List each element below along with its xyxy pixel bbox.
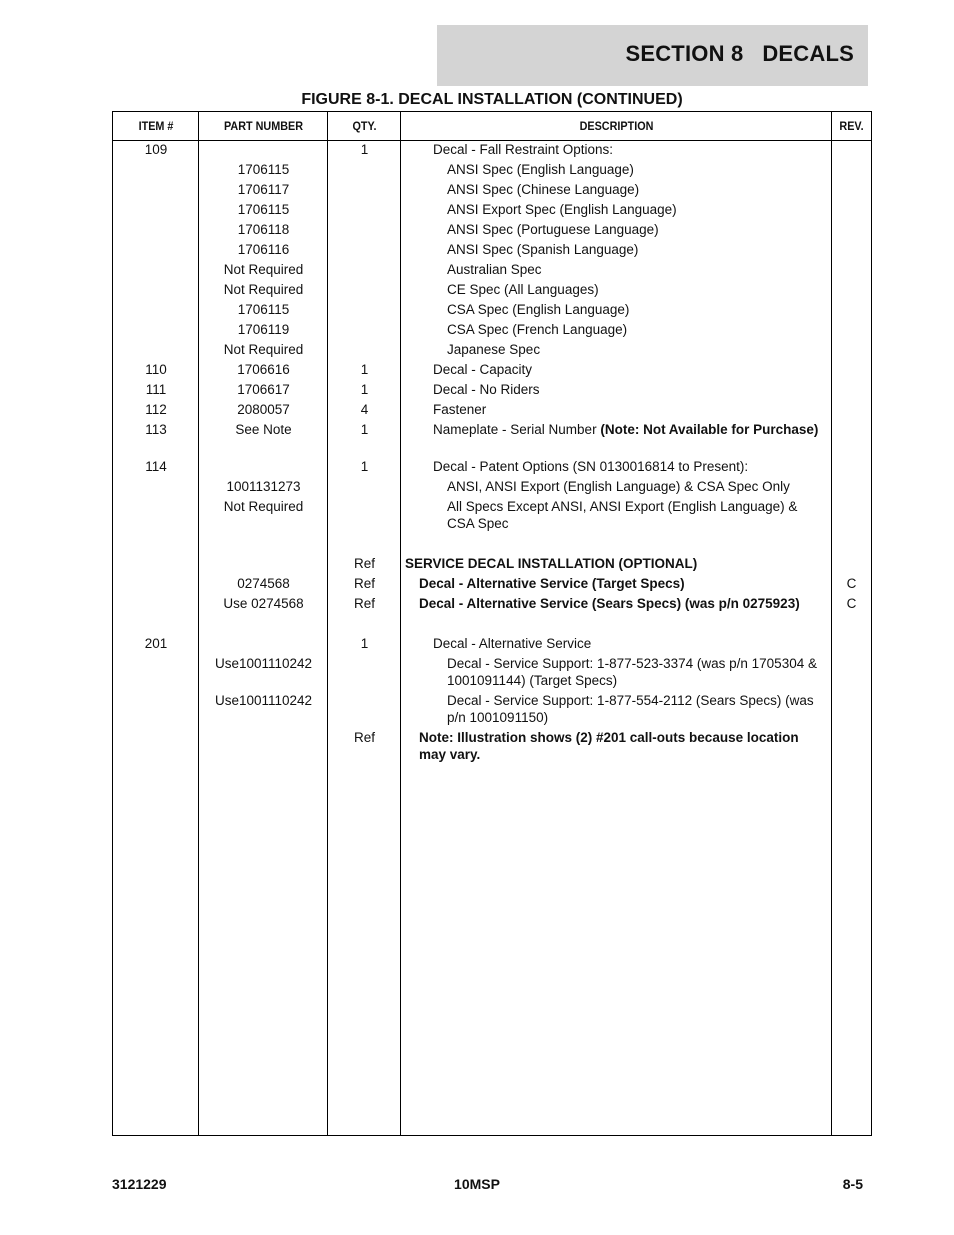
qty-cell: 1: [360, 422, 369, 437]
table-row: [113, 181, 871, 201]
rev-cell: C: [846, 596, 857, 611]
description-cell: [419, 729, 827, 763]
description-text: Australian Spec: [447, 262, 542, 277]
table-row: [113, 478, 871, 498]
description-cell: [447, 281, 827, 298]
description-text: Decal - Service Support: 1-877-523-3374 (was p/n 1705304 & 1001091144) (Target Specs): [447, 656, 817, 688]
description-text: ANSI Spec (Chinese Language): [447, 182, 640, 197]
table-row: [113, 321, 871, 341]
description-text: CE Spec (All Languages): [447, 282, 599, 297]
header-item: ITEM #: [138, 119, 174, 133]
header-description: DESCRIPTION: [579, 119, 654, 133]
table-row: [113, 341, 871, 361]
table-row: [113, 535, 871, 555]
description-note: (Note: Not Available for Purchase): [600, 422, 819, 437]
part-number-cell: Not Required: [223, 282, 304, 297]
part-number-cell: Not Required: [223, 342, 304, 357]
description-text: Decal - Fall Restraint Options:: [433, 142, 614, 157]
table-row: [113, 615, 871, 635]
part-number-cell: 1001131273: [226, 479, 301, 494]
description-text: Fastener: [433, 402, 487, 417]
table-row: [113, 361, 871, 381]
part-number-cell: Not Required: [223, 499, 304, 514]
part-number-cell: Use1001110242: [214, 656, 313, 671]
part-number-cell: 1706617: [237, 382, 290, 397]
description-text: All Specs Except ANSI, ANSI Export (English Language) & CSA Spec: [447, 499, 798, 531]
description-cell: [433, 401, 827, 418]
table-body: [113, 141, 871, 766]
item-number-cell: 109: [144, 142, 168, 157]
part-number-cell: Use1001110242: [214, 693, 313, 708]
qty-cell: 1: [360, 362, 369, 377]
description-cell: [433, 381, 827, 398]
description-text: ANSI Spec (Portuguese Language): [447, 222, 659, 237]
description-cell: [419, 575, 827, 592]
description-cell: [447, 692, 827, 726]
part-number-cell: 1706116: [237, 242, 290, 257]
table-row: [113, 281, 871, 301]
description-text: Note: Illustration shows (2) #201 call-outs because location may vary.: [419, 730, 799, 762]
table-row: [113, 221, 871, 241]
description-cell: [447, 321, 827, 338]
description-text: Decal - Alternative Service: [433, 636, 592, 651]
item-number-cell: 112: [145, 402, 167, 417]
part-number-cell: 0274568: [237, 576, 290, 591]
table-row: [113, 555, 871, 575]
part-number-cell: Use 0274568: [223, 596, 304, 611]
table-row: [113, 692, 871, 729]
item-number-cell: 201: [144, 636, 168, 651]
description-text: ANSI, ANSI Export (English Language) & CSA Spec Only: [447, 479, 790, 494]
description-cell: [433, 141, 827, 158]
table-row: [113, 458, 871, 478]
description-cell: [447, 201, 827, 218]
section-banner: [437, 25, 868, 86]
qty-cell: Ref: [353, 556, 375, 571]
part-number-cell: 1706115: [237, 302, 290, 317]
part-number-cell: 2080057: [237, 402, 290, 417]
description-text: ANSI Spec (English Language): [447, 162, 634, 177]
footer-doc-number: 3121229: [112, 1176, 167, 1192]
qty-cell: 1: [360, 459, 369, 474]
table-row: [113, 401, 871, 421]
description-cell: [447, 261, 827, 278]
part-number-cell: 1706118: [237, 222, 290, 237]
footer-model: 10MSP: [454, 1176, 500, 1192]
part-number-cell: 1706117: [237, 182, 290, 197]
table-row: [113, 261, 871, 281]
description-text: CSA Spec (English Language): [447, 302, 630, 317]
footer-page-number: 8-5: [842, 1176, 863, 1192]
description-text: Nameplate - Serial Number: [433, 422, 601, 437]
rev-cell: C: [846, 576, 857, 591]
description-text: Japanese Spec: [447, 342, 541, 357]
header-rev: REV.: [839, 119, 864, 133]
table-row: [113, 729, 871, 766]
table-row: [113, 595, 871, 615]
description-text: ANSI Export Spec (English Language): [447, 202, 677, 217]
table-row: [113, 141, 871, 161]
description-text: CSA Spec (French Language): [447, 322, 628, 337]
item-number-cell: 114: [145, 459, 167, 474]
item-number-cell: 113: [145, 422, 167, 437]
parts-table: [112, 111, 872, 1136]
qty-cell: 1: [360, 142, 369, 157]
header-qty: QTY.: [352, 119, 377, 133]
part-number-cell: 1706115: [237, 202, 290, 217]
description-cell: [447, 498, 827, 532]
table-row: [113, 635, 871, 655]
qty-cell: Ref: [353, 730, 375, 745]
description-cell: [447, 655, 827, 689]
description-text: SERVICE DECAL INSTALLATION (OPTIONAL): [405, 556, 698, 571]
table-row: [113, 655, 871, 692]
description-cell: [433, 361, 827, 378]
description-text: ANSI Spec (Spanish Language): [447, 242, 639, 257]
description-cell: [447, 341, 827, 358]
figure-title: FIGURE 8-1. DECAL INSTALLATION (CONTINUED): [301, 91, 683, 108]
item-number-cell: 111: [145, 382, 167, 397]
description-cell: [447, 241, 827, 258]
description-text: Decal - Alternative Service (Target Specs): [419, 576, 685, 591]
description-text: Decal - Patent Options (SN 0130016814 to Present):: [433, 459, 749, 474]
part-number-cell: 1706616: [237, 362, 290, 377]
description-cell: [447, 221, 827, 238]
description-cell: [433, 458, 827, 475]
description-cell: [405, 555, 827, 572]
table-row: [113, 498, 871, 535]
description-text: Decal - Service Support: 1-877-554-2112 (Sears Specs) (was p/n 1001091150): [447, 693, 814, 725]
description-cell: [447, 181, 827, 198]
qty-cell: 1: [360, 382, 369, 397]
qty-cell: Ref: [353, 596, 375, 611]
table-row: [113, 201, 871, 221]
part-number-cell: Not Required: [223, 262, 304, 277]
qty-cell: 4: [360, 402, 369, 417]
description-cell: [447, 478, 827, 495]
description-text: Decal - No Riders: [433, 382, 540, 397]
description-cell: [447, 301, 827, 318]
part-number-cell: 1706119: [237, 322, 290, 337]
description-cell: [447, 161, 827, 178]
item-number-cell: 110: [145, 362, 167, 377]
header-part-number: PART NUMBER: [223, 119, 304, 133]
description-cell: [419, 595, 827, 612]
qty-cell: 1: [360, 636, 369, 651]
part-number-cell: See Note: [235, 422, 292, 437]
table-row: [113, 381, 871, 401]
table-row: [113, 421, 871, 458]
description-cell: [433, 421, 827, 438]
description-text: Decal - Alternative Service (Sears Specs) (was p/n 0275923): [419, 596, 800, 611]
table-row: [113, 161, 871, 181]
section-title: SECTION 8 DECALS: [625, 41, 854, 66]
table-row: [113, 301, 871, 321]
description-cell: [433, 635, 827, 652]
table-row: [113, 241, 871, 261]
description-text: Decal - Capacity: [433, 362, 533, 377]
part-number-cell: 1706115: [237, 162, 290, 177]
table-row: [113, 575, 871, 595]
qty-cell: Ref: [353, 576, 375, 591]
